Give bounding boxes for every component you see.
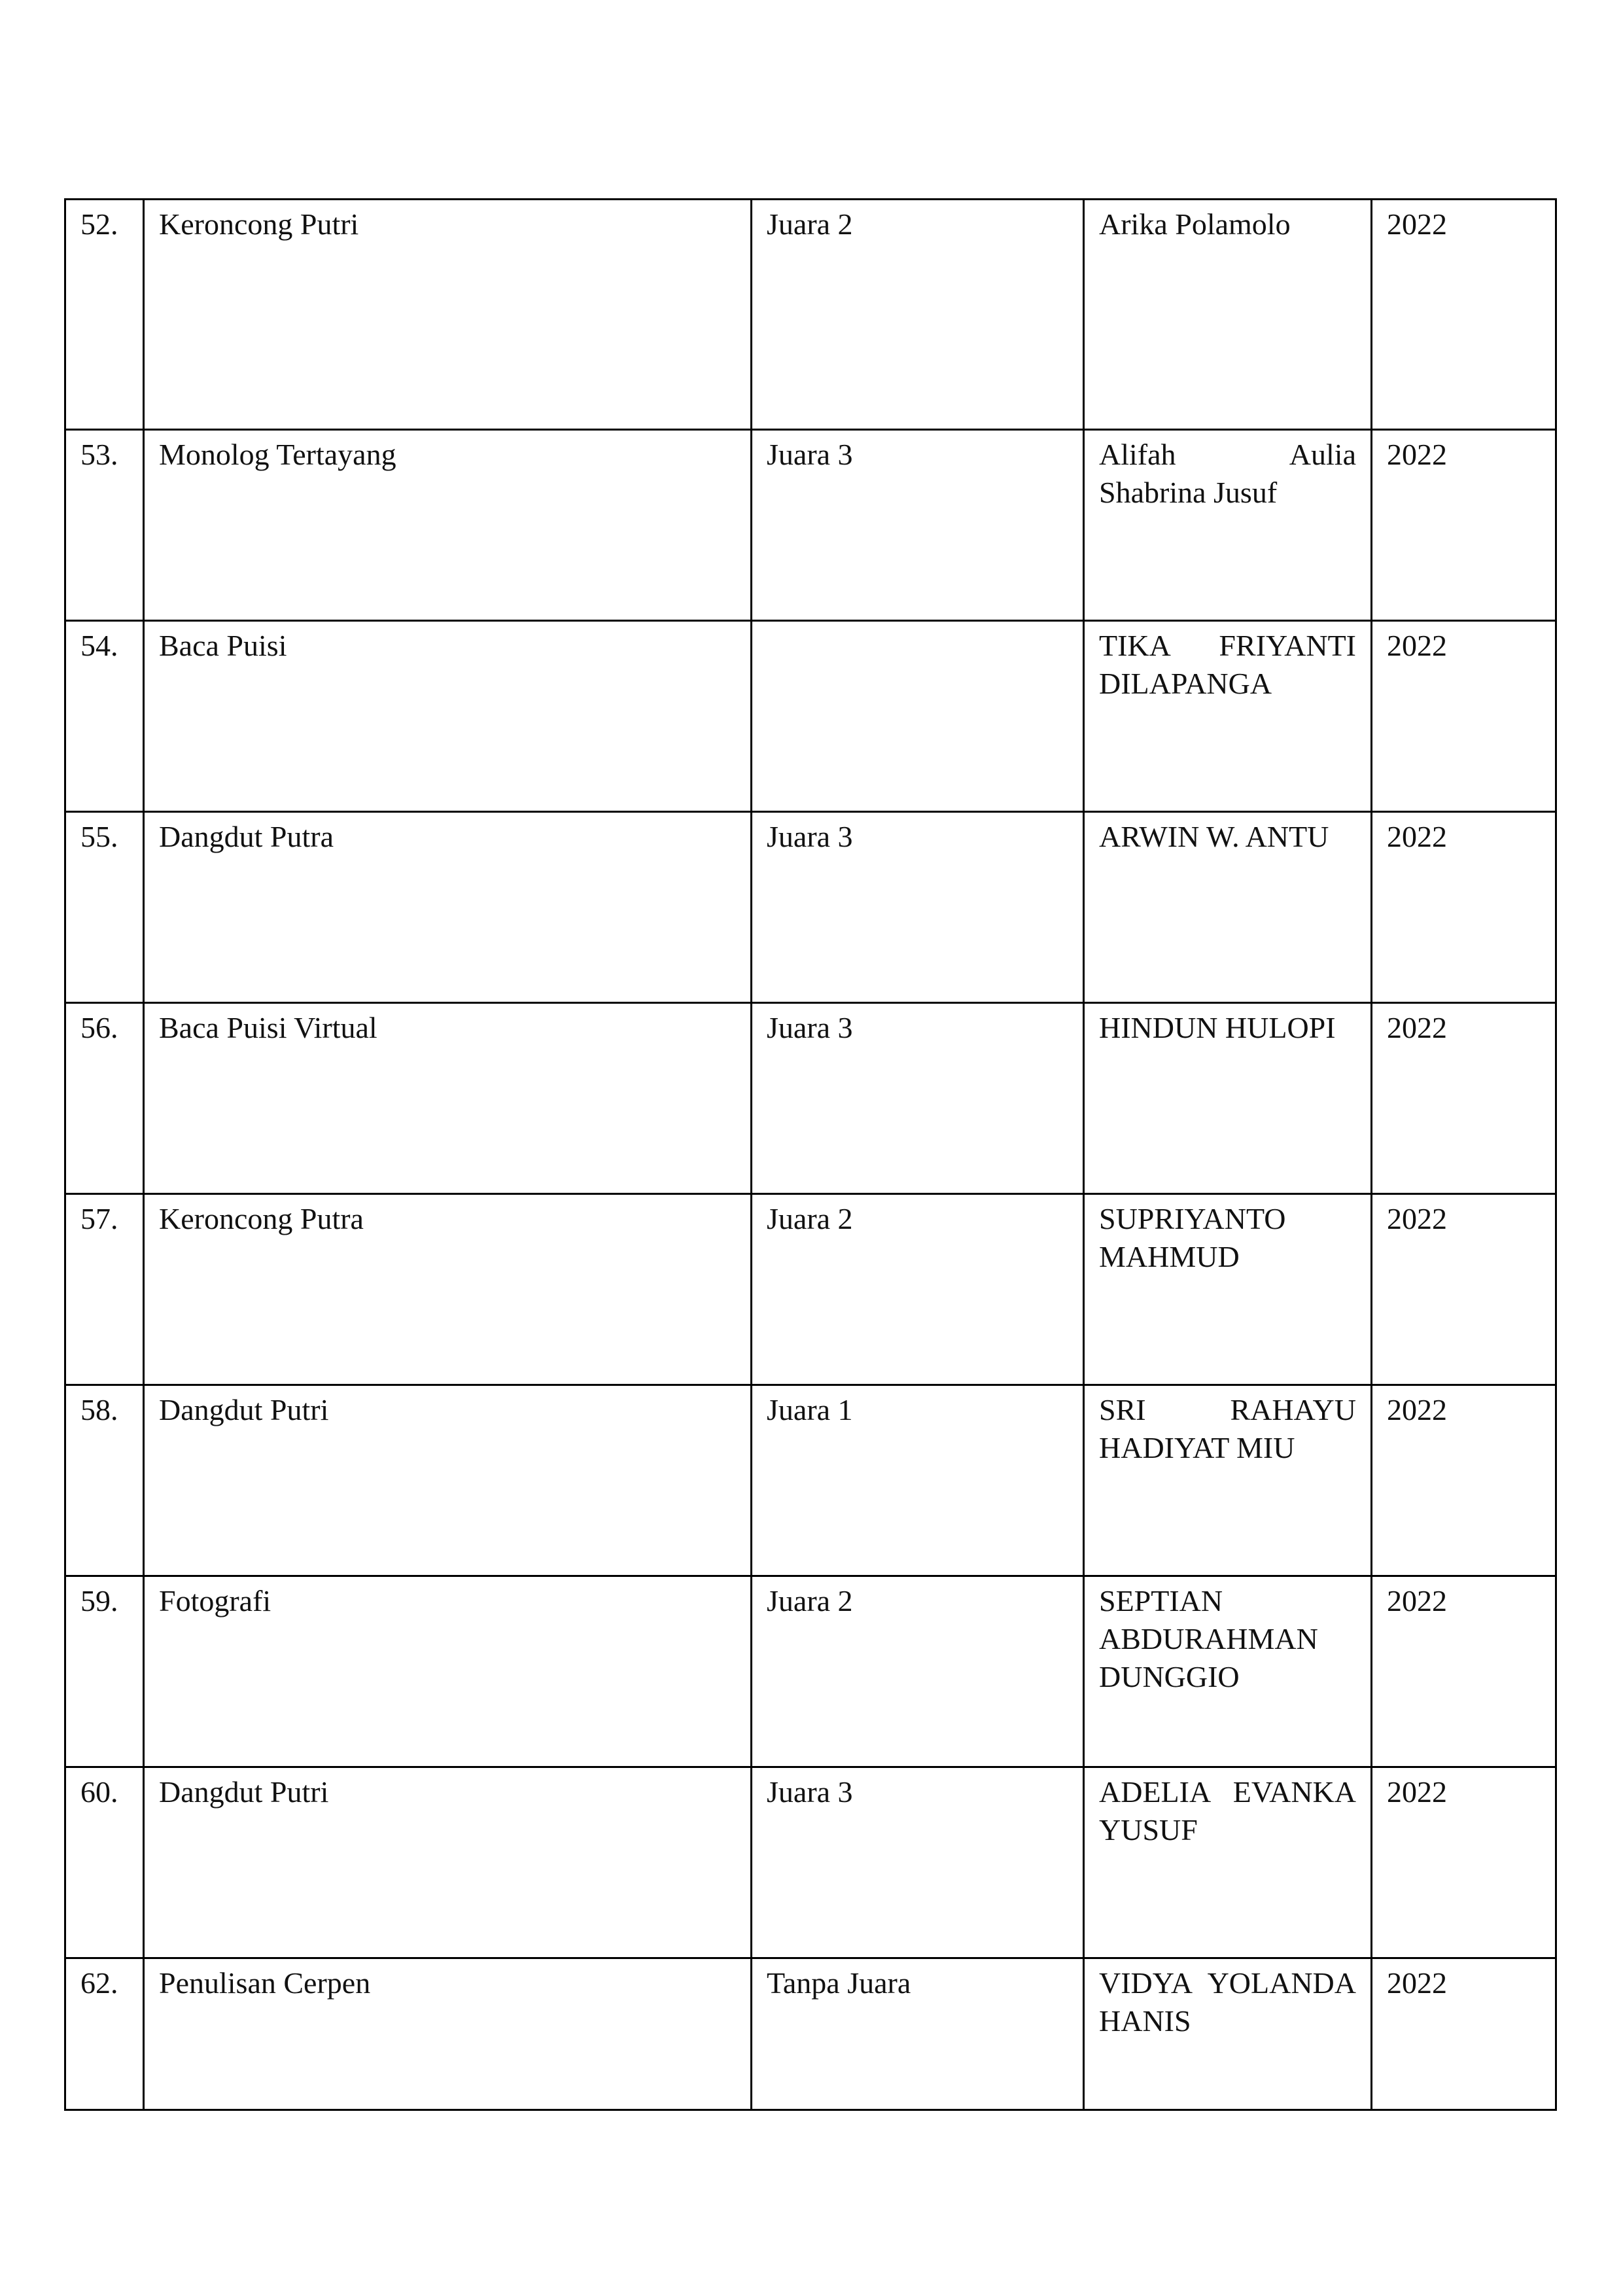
table-row (65, 200, 1556, 430)
row-number: 56. (65, 1003, 144, 1194)
table-row (65, 1385, 1556, 1576)
participant-name: SEPTIAN ABDURAHMAN DUNGGIO (1084, 1576, 1372, 1767)
year: 2022 (1372, 812, 1556, 1003)
row-number: 57. (65, 1194, 144, 1385)
row-number: 53. (65, 430, 144, 621)
participant-name: ADELIA EVANKA YUSUF (1084, 1767, 1372, 1958)
participant-name: VIDYA YOLANDA HANIS (1084, 1958, 1372, 2110)
row-number: 59. (65, 1576, 144, 1767)
table-row (65, 430, 1556, 621)
participant-name: Alifah Aulia Shabrina Jusuf (1084, 430, 1372, 621)
event-name: Baca Puisi Virtual (144, 1003, 752, 1194)
event-name: Dangdut Putri (144, 1385, 752, 1576)
table-row (65, 1194, 1556, 1385)
year: 2022 (1372, 1003, 1556, 1194)
row-number: 54. (65, 621, 144, 812)
participant-name: TIKA FRIYANTI DILAPANGA (1084, 621, 1372, 812)
event-name: Keroncong Putra (144, 1194, 752, 1385)
table-row (65, 1003, 1556, 1194)
row-number: 60. (65, 1767, 144, 1958)
participant-name: Arika Polamolo (1084, 200, 1372, 430)
event-name: Dangdut Putri (144, 1767, 752, 1958)
rank: Juara 3 (752, 1003, 1084, 1194)
table-row (65, 812, 1556, 1003)
event-name: Baca Puisi (144, 621, 752, 812)
event-name: Fotografi (144, 1576, 752, 1767)
rank: Juara 3 (752, 1767, 1084, 1958)
row-number: 55. (65, 812, 144, 1003)
year: 2022 (1372, 1576, 1556, 1767)
rank: Juara 2 (752, 200, 1084, 430)
participant-name: HINDUN HULOPI (1084, 1003, 1372, 1194)
year: 2022 (1372, 621, 1556, 812)
participant-name: ARWIN W. ANTU (1084, 812, 1372, 1003)
table-row (65, 1576, 1556, 1767)
rank: Juara 3 (752, 430, 1084, 621)
event-name: Keroncong Putri (144, 200, 752, 430)
table-row (65, 1958, 1556, 2110)
year: 2022 (1372, 430, 1556, 621)
rank: Juara 1 (752, 1385, 1084, 1576)
rank: Tanpa Juara (752, 1958, 1084, 2110)
event-name: Dangdut Putra (144, 812, 752, 1003)
rank: Juara 3 (752, 812, 1084, 1003)
table-row (65, 621, 1556, 812)
year: 2022 (1372, 1385, 1556, 1576)
row-number: 52. (65, 200, 144, 430)
year: 2022 (1372, 200, 1556, 430)
rank (752, 621, 1084, 812)
event-name: Monolog Tertayang (144, 430, 752, 621)
participant-name: SRI RAHAYU HADIYAT MIU (1084, 1385, 1372, 1576)
achievement-table (64, 198, 1557, 2111)
year: 2022 (1372, 1194, 1556, 1385)
event-name: Penulisan Cerpen (144, 1958, 752, 2110)
row-number: 62. (65, 1958, 144, 2110)
table-row (65, 1767, 1556, 1958)
rank: Juara 2 (752, 1576, 1084, 1767)
year: 2022 (1372, 1958, 1556, 2110)
rank: Juara 2 (752, 1194, 1084, 1385)
year: 2022 (1372, 1767, 1556, 1958)
participant-name: SUPRIYANTO MAHMUD (1084, 1194, 1372, 1385)
row-number: 58. (65, 1385, 144, 1576)
